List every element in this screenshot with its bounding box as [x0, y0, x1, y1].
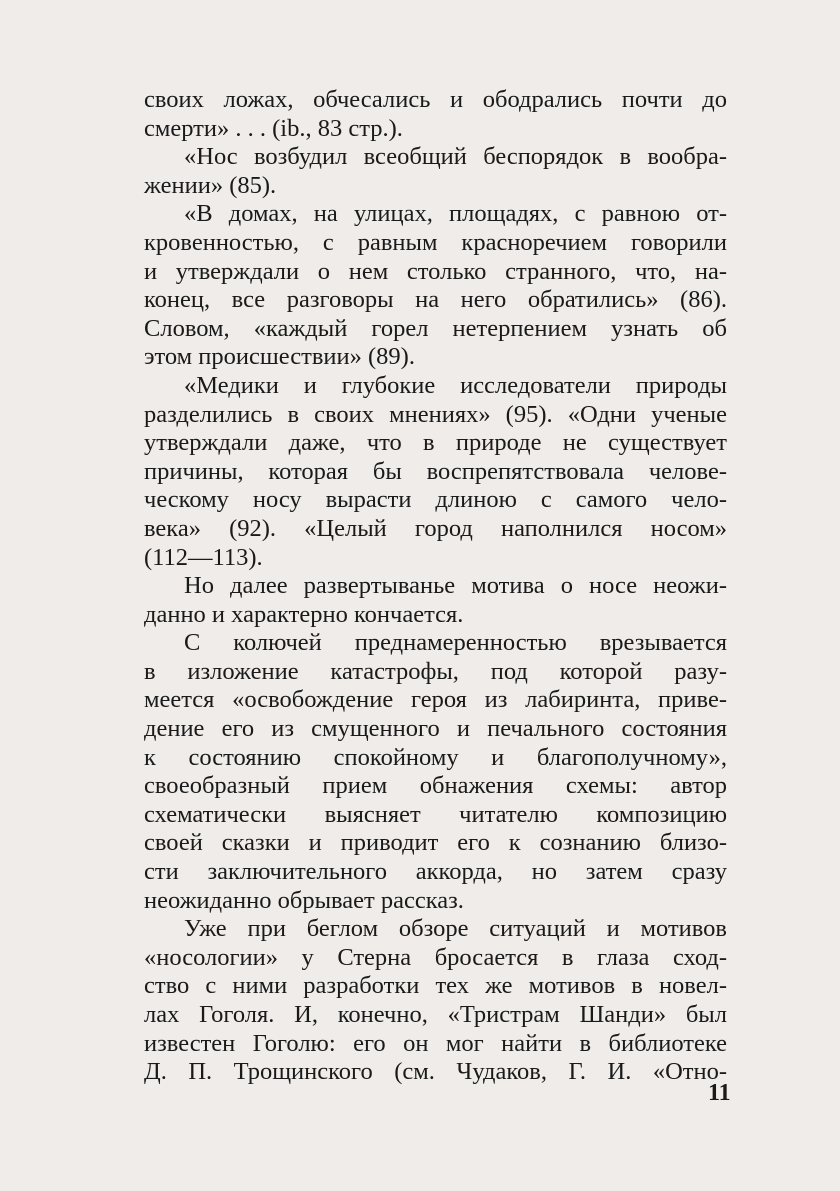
text-line: утверждали даже, что в природе не существует [144, 429, 727, 457]
text-line: «Нос возбудил всеобщий беспорядок в вообра- [184, 143, 727, 171]
text-line: Уже при беглом обзоре ситуаций и мотивов [184, 915, 727, 943]
text-line: своих ложах, обчесались и ободрались почти до [144, 86, 727, 113]
text-line: меется «освобождение героя из лабиринта, приве- [144, 686, 727, 714]
text-line: ческому носу вырасти длиною с самого чело- [144, 486, 727, 514]
text-line: к состоянию спокойному и благополучному», [144, 743, 727, 771]
page-number: 11 [708, 1080, 731, 1106]
text-line: сти заключительного аккорда, но затем сразу [144, 858, 727, 886]
text-line: в изложение катастрофы, под которой разу- [144, 657, 727, 685]
text-line: Но далее развертыванье мотива о носе неожи- [184, 572, 727, 600]
text-line: причины, которая бы воспрепятствовала челове- [144, 457, 727, 485]
text-line: «В домах, на улицах, площадях, с равною от- [184, 200, 727, 228]
text-line: неожиданно обрывает рассказ. [144, 886, 464, 914]
text-line: ство с ними разработки тех же мотивов в новел- [144, 972, 727, 1000]
text-line: жении» (85). [144, 171, 277, 199]
text-line: своей сказки и приводит его к сознанию близо- [144, 829, 727, 857]
text-line: дение его из смущенного и печального состояния [144, 715, 727, 743]
text-line: смерти» . . . (ib., 83 стр.). [144, 114, 403, 142]
text-line: С колючей преднамеренностью врезывается [184, 629, 727, 657]
text-line: своеобразный прием обнажения схемы: автор [144, 772, 727, 800]
text-line: данно и характерно кончается. [144, 600, 464, 628]
text-line: кровенностью, с равным красноречием говорили [144, 228, 727, 256]
body-text [144, 86, 727, 1087]
text-line: схематически выясняет читателю композицию [144, 800, 727, 828]
text-line: Словом, «каждый горел нетерпением узнать об [144, 314, 727, 342]
text-line: века» (92). «Целый город наполнился носом» [144, 514, 727, 542]
text-line: этом происшествии» (89). [144, 343, 415, 371]
text-line: и утверждали о нем столько странного, что, на- [144, 257, 727, 285]
text-line: лах Гоголя. И, конечно, «Тристрам Шанди» был [144, 1001, 727, 1028]
text-line: «Медики и глубокие исследователи природы [184, 371, 727, 399]
text-line: известен Гоголю: его он мог найти в библиотеке [144, 1029, 727, 1057]
text-line: «носологии» у Стерна бросается в глаза сход- [144, 943, 727, 971]
text-line: разделились в своих мнениях» (95). «Одни ученые [144, 400, 727, 428]
text-line: конец, все разговоры на него обратились» (86). [144, 286, 727, 314]
text-line: Д. П. Трощинского (см. Чудаков, Г. И. «Отно- [144, 1058, 727, 1086]
text-line: (112—113). [144, 543, 263, 571]
